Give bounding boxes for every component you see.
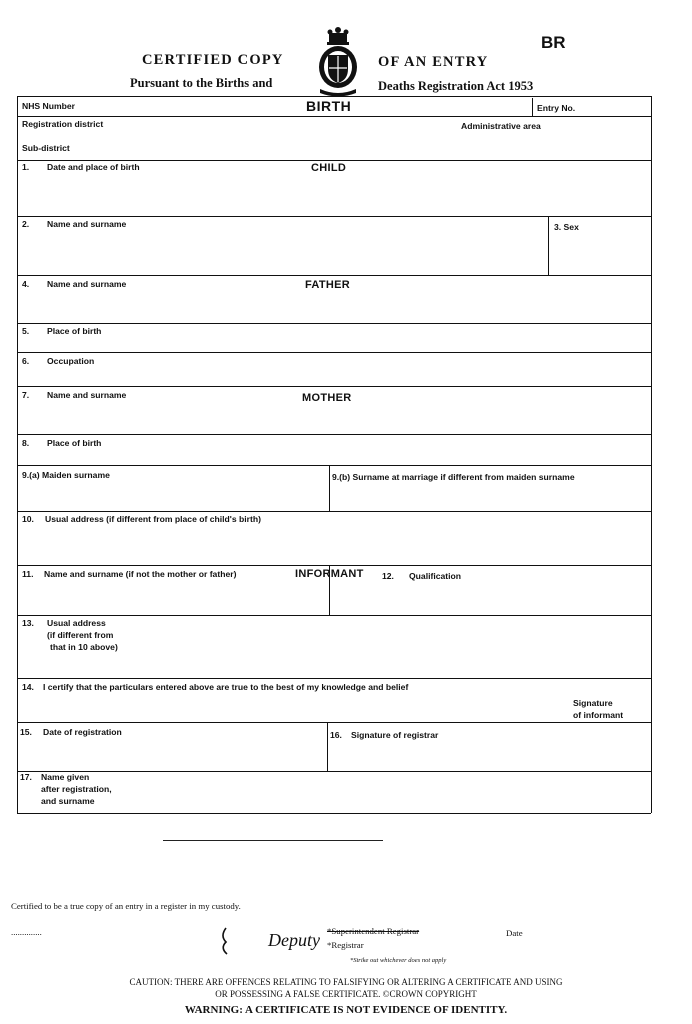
field-13-label-line3: that in 10 above) [50, 642, 118, 652]
field-5-number: 5. [22, 326, 30, 336]
subtitle-right: Deaths Registration Act 1953 [378, 79, 534, 93]
field-13-label-line1: Usual address [47, 618, 106, 628]
subtitle-left: Pursuant to the Births and [130, 76, 273, 90]
field-12-number: 12. [382, 571, 394, 581]
field-16-number: 16. [330, 730, 342, 740]
certified-text: Certified to be a true copy of an entry in a register in my custody. [11, 901, 241, 911]
field-2-label: Name and surname [47, 219, 127, 229]
registrar-option: *Registrar [327, 940, 364, 950]
section-informant: INFORMANT [295, 568, 364, 580]
caution-line-2: OR POSSESSING A FALSE CERTIFICATE. ©CROWN COPYRIGHT [215, 989, 477, 999]
form-type-title: BIRTH [306, 98, 352, 114]
field-7-number: 7. [22, 390, 30, 400]
sub-district-label: Sub-district [22, 143, 70, 153]
seal-line [163, 840, 383, 841]
field-3-label: 3. Sex [554, 222, 579, 232]
field-12-label: Qualification [409, 571, 462, 581]
field-11-label: Name and surname (if not the mother or father) [44, 569, 237, 579]
field-2-number: 2. [22, 219, 30, 229]
field-1-label: Date and place of birth [47, 162, 140, 172]
field-7-label: Name and surname [47, 390, 127, 400]
title-left: CERTIFIED COPY [142, 52, 284, 68]
superintendent-registrar-option: *Superintendent Registrar [327, 926, 420, 936]
field-4-number: 4. [22, 279, 30, 289]
signature-informant-line1: Signature [573, 698, 613, 708]
administrative-area-label: Administrative area [461, 121, 541, 131]
nhs-number-label: NHS Number [22, 101, 76, 111]
field-5-label: Place of birth [47, 326, 102, 336]
field-8-label: Place of birth [47, 438, 102, 448]
field-11-number: 11. [22, 569, 34, 579]
field-13-label-line2: (if different from [47, 630, 114, 640]
handwritten-signature [218, 918, 328, 958]
field-9a-label: 9.(a) Maiden surname [22, 470, 110, 480]
field-6-label: Occupation [47, 356, 95, 366]
date-label: Date [506, 928, 523, 938]
royal-coat-of-arms-icon [316, 27, 360, 97]
form-code: BR [541, 33, 566, 52]
field-16-label: Signature of registrar [351, 730, 439, 740]
warning-line: WARNING: A CERTIFICATE IS NOT EVIDENCE OF IDENTITY. [184, 1004, 508, 1016]
title-right: OF AN ENTRY [378, 54, 489, 70]
field-10-number: 10. [22, 514, 34, 524]
field-17-number: 17. [20, 772, 32, 782]
field-1-number: 1. [22, 162, 30, 172]
field-17-label-line2: after registration, [41, 784, 112, 794]
field-17-label-line3: and surname [41, 796, 95, 806]
field-14-number: 14. [22, 682, 34, 692]
field-10-label: Usual address (if different from place of child's birth) [45, 514, 261, 524]
section-child: CHILD [311, 162, 347, 174]
field-17-label-line1: Name given [41, 772, 90, 782]
field-14-label: I certify that the particulars entered above are true to the best of my knowledge and belief [43, 682, 409, 692]
field-15-label: Date of registration [43, 727, 122, 737]
signature-informant-line2: of informant [573, 710, 624, 720]
registration-district-label: Registration district [22, 119, 104, 129]
field-13-number: 13. [22, 618, 34, 628]
signature-text: Deputy [268, 930, 320, 950]
field-9b-label: 9.(b) Surname at marriage if different from maiden surname [332, 472, 575, 482]
section-father: FATHER [305, 279, 350, 291]
dotted-leader: .............. [11, 927, 42, 937]
field-4-label: Name and surname [47, 279, 127, 289]
caution-line-1: CAUTION: THERE ARE OFFENCES RELATING TO FALSIFYING OR ALTERING A CERTIFICATE AND USING [129, 977, 563, 987]
strike-out-note: *Strike out whichever does not apply [350, 957, 447, 964]
field-15-number: 15. [20, 727, 32, 737]
field-6-number: 6. [22, 356, 30, 366]
field-8-number: 8. [22, 438, 30, 448]
entry-no-label: Entry No. [537, 103, 576, 113]
section-mother: MOTHER [302, 392, 352, 404]
